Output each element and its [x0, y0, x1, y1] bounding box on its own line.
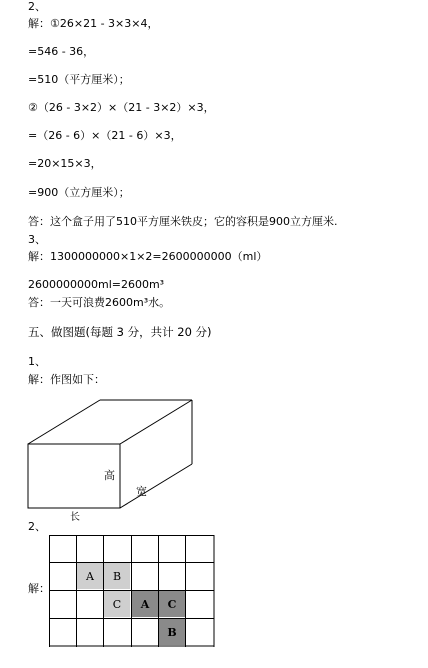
p2-heading: 2、 — [28, 520, 46, 533]
cuboid-edge — [28, 400, 100, 444]
cuboid-edge — [120, 400, 192, 444]
grid-cell-label: A — [140, 598, 150, 611]
q2-line-5: =（26 - 6）×（21 - 6）×3， — [28, 129, 182, 142]
p1-line-1: 解：作图如下： — [28, 373, 105, 386]
q2-line-2: =546 - 36， — [28, 45, 95, 58]
cuboid-figure — [26, 398, 216, 526]
q2-answer: 答：这个盒子用了510平方厘米铁皮；它的容积是900立方厘米. — [28, 215, 338, 228]
q2-line-3: =510（平方厘米）； — [28, 73, 130, 86]
grid-cell-label: A — [86, 570, 94, 583]
cuboid-height-label: 高 — [104, 469, 115, 482]
section-5-title: 五、做图题(每题 3 分，共计 20 分) — [28, 325, 212, 339]
cuboid-edge — [120, 464, 192, 508]
q3-line-2: 2600000000ml=2600m³ — [28, 278, 165, 291]
cuboid-width-label: 宽 — [136, 485, 147, 498]
q3-line-1: 解：1300000000×1×2=2600000000（ml） — [28, 250, 268, 263]
q2-line-1: 解：①26×21 - 3×3×4， — [28, 17, 159, 30]
grid-figure — [49, 535, 215, 647]
q2-line-4: ②（26 - 3×2）×（21 - 3×2）×3， — [28, 101, 215, 114]
p2-label: 解： — [28, 582, 50, 595]
grid-cell-label: B — [112, 570, 122, 583]
grid-cell-label: B — [167, 626, 177, 639]
q2-heading: 2、 — [28, 0, 46, 13]
q3-answer: 答：一天可浪费2600m³水。 — [28, 296, 171, 309]
q3-heading: 3、 — [28, 233, 46, 246]
p1-heading: 1、 — [28, 355, 46, 368]
grid-cell-label: C — [112, 598, 122, 611]
q2-line-6: =20×15×3， — [28, 157, 102, 170]
grid-cell-label: C — [167, 598, 177, 611]
q2-line-7: =900（立方厘米）； — [28, 186, 130, 199]
cuboid-length-label: 长 — [70, 512, 80, 523]
